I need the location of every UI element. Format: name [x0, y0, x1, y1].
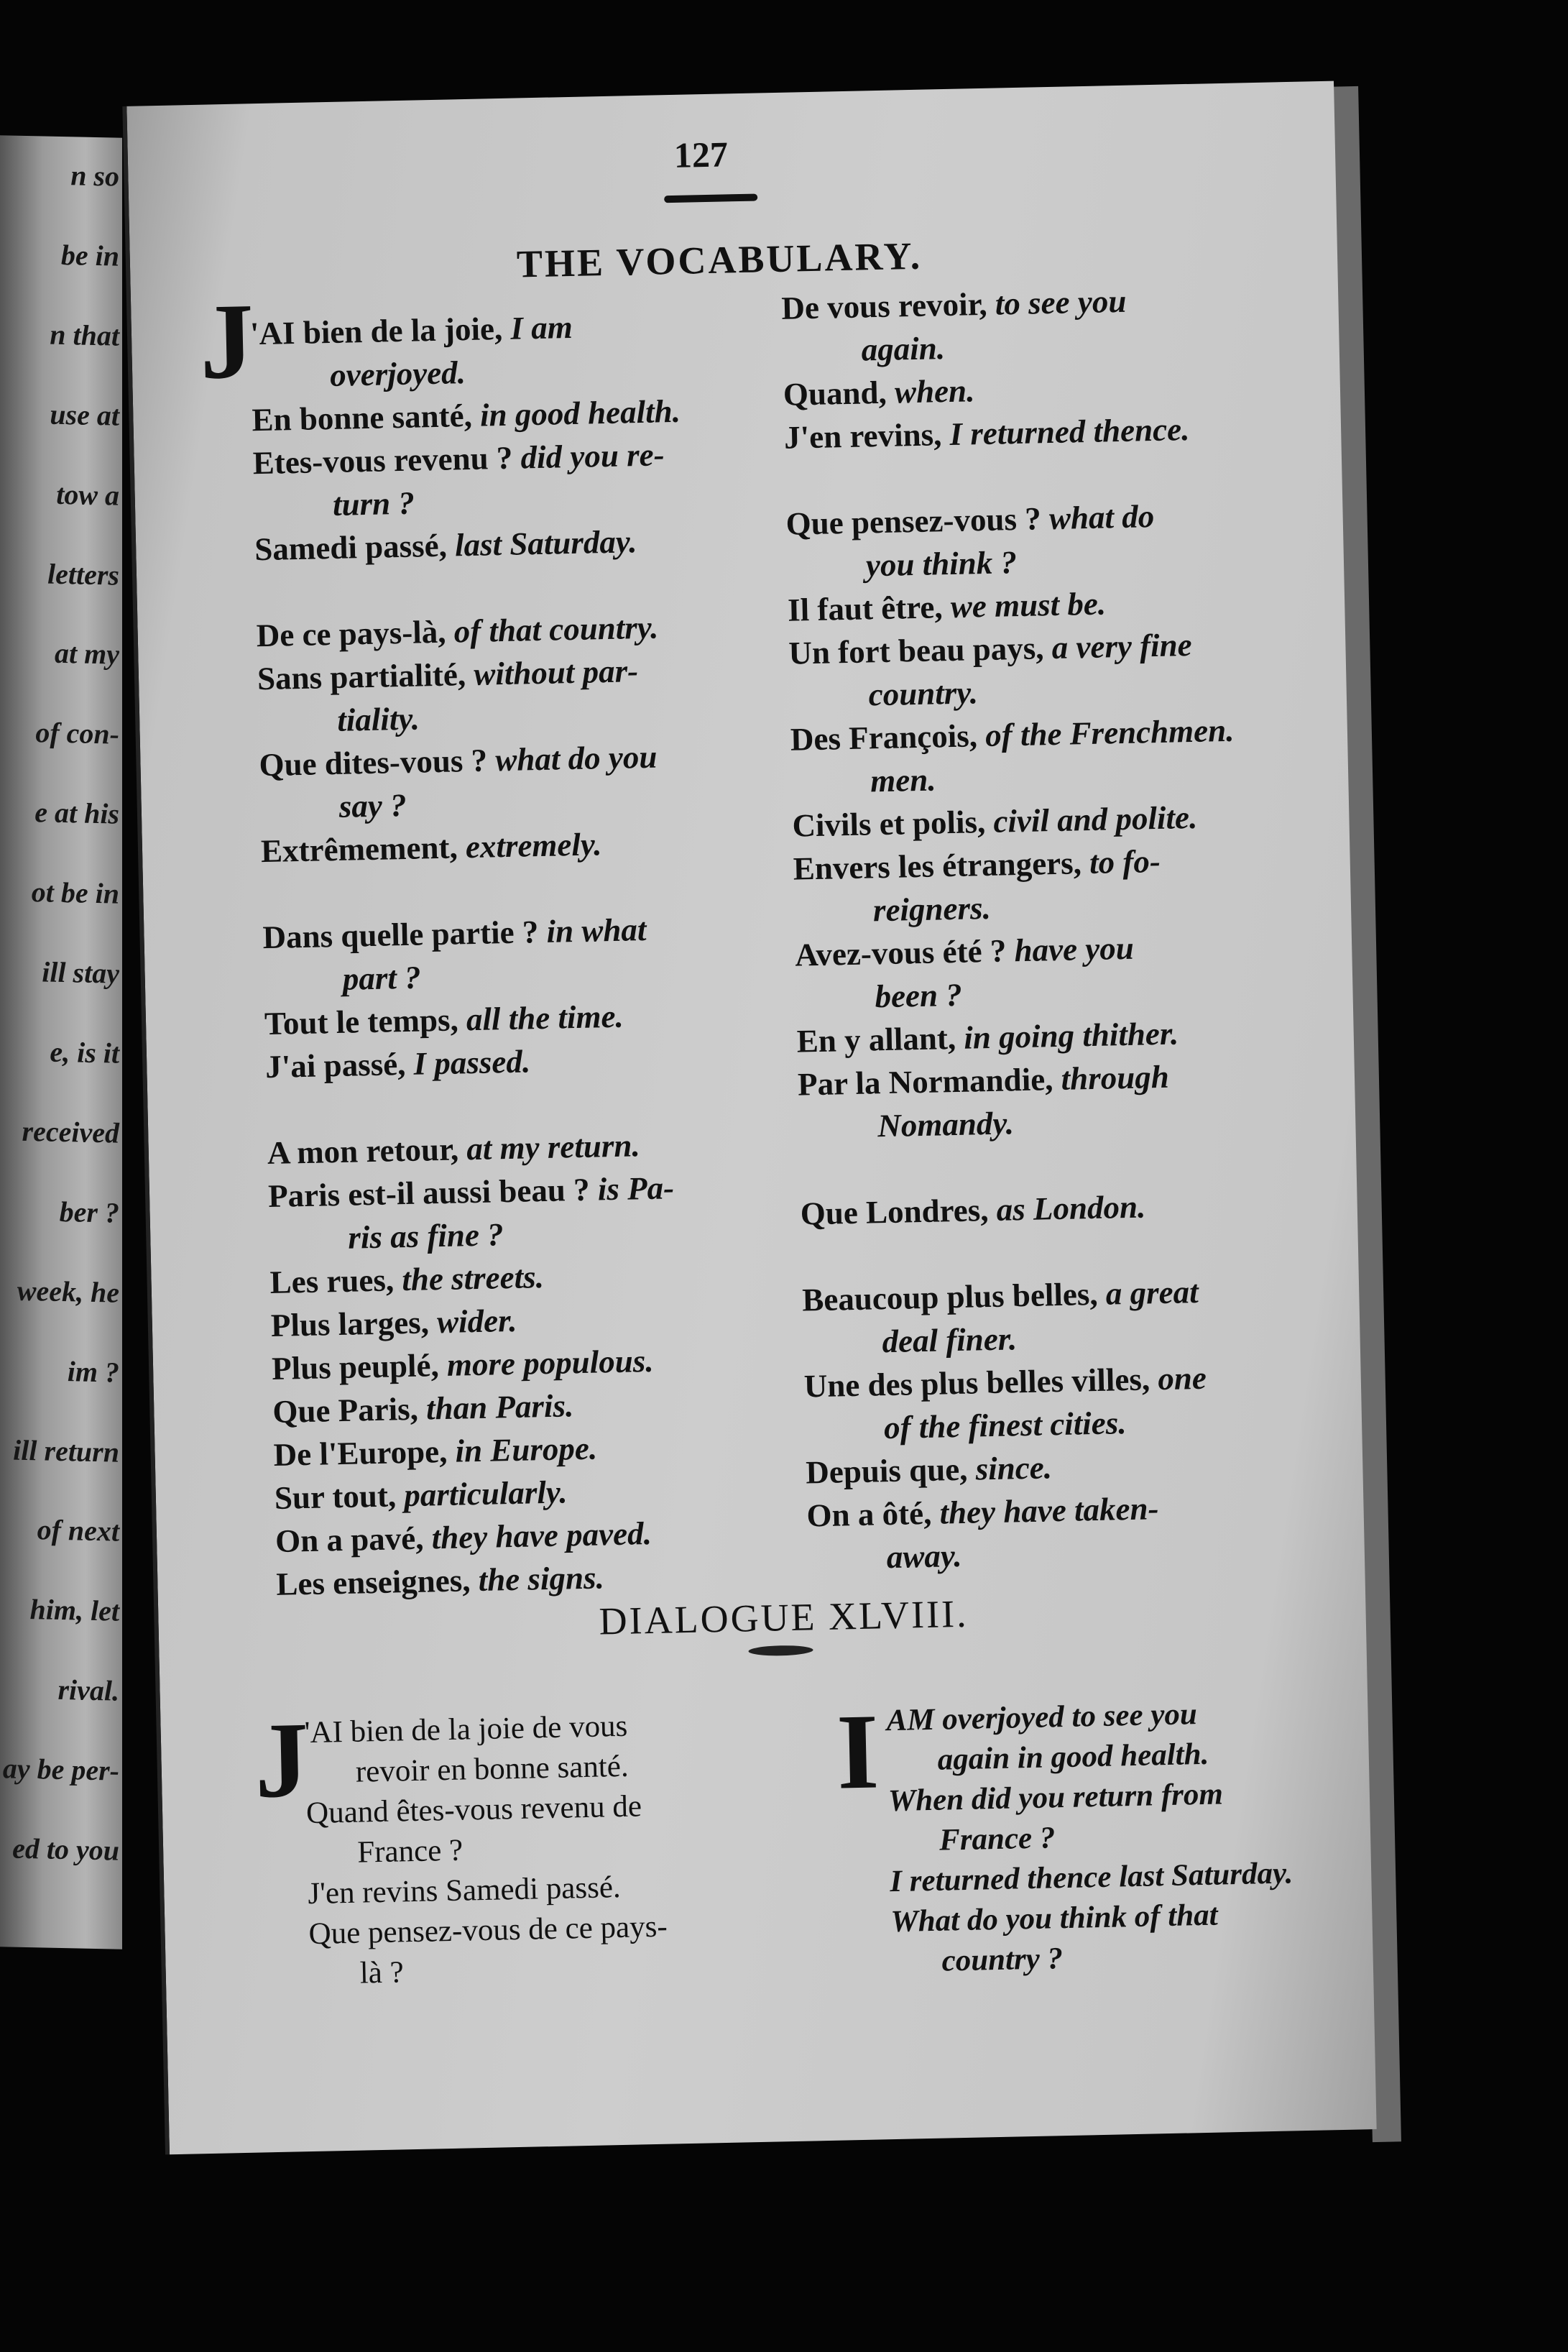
vocab-french: Les rues, [269, 1262, 402, 1301]
dialogue-line: I returned thence last Saturday. [889, 1856, 1293, 1899]
vocab-french: J'ai passé, [264, 1045, 415, 1085]
vocab-english: they have paved. [431, 1515, 652, 1556]
left-page-text-fragment: use at [50, 398, 119, 432]
vocab-english: they have taken- [939, 1490, 1159, 1531]
left-page-text-fragment: be in [60, 238, 119, 272]
left-page-text-fragment: him, let [29, 1593, 119, 1627]
vocab-english: civil and polite. [992, 799, 1198, 840]
vocab-english: wider. [436, 1302, 517, 1341]
vocab-french: De vous revoir, [780, 285, 996, 326]
vocab-left-column [249, 302, 780, 1606]
vocab-french: Samedi passé, [254, 527, 456, 568]
vocab-english: part ? [342, 959, 422, 997]
vocab-english: reigners. [872, 889, 992, 929]
vocab-english: the streets. [401, 1259, 545, 1298]
vocab-french: On a ôté, [806, 1494, 941, 1534]
vocab-english: to fo- [1089, 842, 1161, 881]
vocab-entry [798, 1095, 1317, 1193]
vocab-french: Sur tout, [274, 1477, 405, 1516]
vocab-french: Plus larges, [270, 1304, 438, 1344]
vocab-english: we must be. [950, 585, 1107, 625]
vocab-english: overjoyed. [329, 354, 466, 393]
vocab-french: Beaucoup plus belles, [801, 1275, 1107, 1318]
vocab-french: Extrêmement, [260, 829, 466, 870]
vocab-french: Depuis que, [805, 1451, 977, 1491]
left-page-text-fragment: week, he [17, 1274, 119, 1309]
left-page-text-fragment: e, is it [50, 1035, 119, 1070]
vocab-french: Quand, [783, 374, 895, 413]
vocab-french: J'en revins, [783, 415, 951, 456]
dialogue-line: France ? [939, 1821, 1056, 1857]
vocab-dropcap: J [198, 281, 255, 402]
dialogue-ornament [748, 1645, 813, 1656]
left-page-text-fragment: ot be in [31, 876, 119, 910]
dialogue-title: DIALOGUE XLVIII. [599, 1591, 969, 1643]
vocab-entry [265, 1034, 770, 1131]
dialogue-line: Quand êtes-vous revenu de [305, 1789, 642, 1831]
vocab-french: Des François, [790, 717, 986, 758]
dialogue-line: country ? [941, 1942, 1064, 1978]
vocab-english: a very fine [1051, 626, 1193, 666]
book-page [122, 81, 1376, 2155]
vocab-english: of that country. [453, 609, 659, 650]
vocab-french: De ce pays-là, [256, 613, 455, 654]
dialogue-french-dropcap: J [253, 1700, 310, 1821]
dialogue-line: What do you think of that [890, 1898, 1219, 1939]
vocab-entry [254, 518, 759, 615]
vocab-french: On a pavé, [275, 1520, 433, 1559]
vocab-entry [260, 819, 765, 917]
vocab-english: the signs. [478, 1559, 605, 1599]
dialogue-english-dropcap: I [835, 1691, 880, 1812]
left-page-text-fragment: im ? [67, 1355, 119, 1389]
vocab-english: away. [886, 1537, 962, 1576]
vocab-english: Nomandy. [877, 1105, 1015, 1144]
vocab-english: as London. [996, 1188, 1146, 1228]
left-page-text-fragment: ed to you [12, 1832, 119, 1867]
vocab-english: what do [1048, 498, 1155, 537]
vocab-english: tiality. [336, 700, 420, 738]
dialogue-french-column [304, 1702, 827, 1995]
left-page-text-fragment: letters [47, 557, 119, 592]
vocab-english: ris as fine ? [347, 1216, 504, 1256]
left-page-text-fragment: ill return [13, 1433, 119, 1469]
left-page-fragment [0, 135, 122, 1949]
dialogue-english-column [886, 1691, 1366, 1983]
dialogue-line: là ? [359, 1955, 405, 1990]
vocab-english: when. [894, 372, 975, 410]
vocab-entry [784, 405, 1303, 502]
vocab-french: Une des plus belles villes, [803, 1361, 1158, 1405]
vocab-french: Que dites-vous ? [259, 742, 496, 784]
vocab-english: in going thither. [963, 1015, 1179, 1056]
vocab-french: Sans partialité, [257, 656, 474, 697]
vocab-french: Plus peuplé, [271, 1346, 448, 1387]
vocab-french: Avez-vous été ? [794, 932, 1015, 973]
left-page-text-fragment: received [22, 1114, 119, 1149]
vocab-english: men. [870, 761, 936, 799]
left-page-text-fragment: ber ? [59, 1195, 119, 1229]
vocab-english: last Saturday. [454, 523, 637, 564]
left-page-text-fragment: n so [70, 159, 119, 193]
vocab-english: at my return. [466, 1127, 641, 1167]
vocab-english: what do you [494, 738, 658, 778]
dialogue-line: J'en revins Samedi passé. [307, 1870, 622, 1911]
page-title: THE VOCABULARY. [516, 234, 923, 286]
vocab-french: Etes-vous revenu ? [252, 439, 522, 482]
vocab-english: one [1157, 1359, 1207, 1397]
vocab-english: say ? [338, 786, 407, 824]
vocab-french: Par la Normandie, [797, 1060, 1062, 1103]
vocab-english: through [1061, 1058, 1170, 1097]
left-page-text-fragment: rival. [57, 1673, 119, 1707]
vocab-english: you think ? [865, 544, 1018, 584]
vocab-english: in good health. [479, 392, 681, 433]
page-number: 127 [673, 134, 729, 175]
vocab-english: country. [868, 674, 979, 713]
vocab-french: Que Paris, [272, 1390, 427, 1430]
left-page-text-fragment: e at his [34, 796, 119, 830]
left-page-text-fragment: n that [50, 318, 119, 352]
vocab-english: have you [1013, 929, 1135, 969]
left-page-text-fragment: ill stay [42, 955, 119, 990]
left-page-text-fragment: tow a [56, 477, 119, 512]
vocab-english: extremely. [465, 826, 602, 865]
left-page-text-fragment: at my [55, 636, 119, 671]
vocab-english: since. [975, 1449, 1053, 1487]
vocab-english: I passed. [413, 1043, 531, 1082]
left-page-text-fragment: of next [37, 1513, 119, 1548]
dialogue-line: When did you return from [887, 1777, 1224, 1819]
vocab-english: I returned thence. [949, 410, 1190, 452]
vocab-french: Que Londres, [800, 1191, 997, 1232]
vocab-english: of the finest cities. [883, 1405, 1127, 1446]
vocab-english: than Paris. [425, 1387, 574, 1427]
vocab-english: deal finer. [882, 1320, 1018, 1360]
vocab-english: particularly. [403, 1474, 568, 1514]
vocab-french: Paris est-il aussi beau ? [267, 1171, 599, 1215]
vocab-right-column [781, 276, 1326, 1581]
header-rule [664, 193, 757, 203]
vocab-english: turn ? [332, 484, 415, 523]
vocab-english: is Pa- [597, 1170, 675, 1208]
dialogue-line: AM overjoyed to see you [886, 1697, 1198, 1738]
vocab-french: Envers les étrangers, [793, 845, 1090, 887]
vocab-english: of the Frenchmen. [984, 712, 1235, 754]
vocab-french: 'AI bien de la joie, [249, 310, 511, 352]
vocab-entry [800, 1181, 1319, 1278]
vocab-french: En bonne santé, [251, 397, 481, 438]
vocab-english: in what [546, 911, 647, 950]
vocab-english: again. [861, 330, 946, 368]
dialogue-line: 'AI bien de la joie de vous [304, 1709, 628, 1750]
vocab-french: Un fort beau pays, [788, 630, 1053, 671]
dialogue-line: again in good health. [937, 1737, 1209, 1777]
vocab-english: I am [509, 308, 573, 346]
left-page-text-fragment: ay be per- [2, 1752, 119, 1787]
vocab-french: Les enseignes, [275, 1562, 479, 1602]
vocab-french: Dans quelle partie ? [262, 913, 548, 956]
vocab-french: De l'Europe, [273, 1433, 456, 1473]
vocab-english: been ? [874, 976, 963, 1015]
vocab-english: all the time. [466, 998, 624, 1038]
left-page-text-fragment: of con- [35, 716, 119, 750]
vocab-english: more populous. [446, 1342, 654, 1383]
dialogue-line: Que pensez-vous de ce pays- [308, 1909, 668, 1952]
vocab-english: did you re- [520, 436, 665, 476]
vocab-french: Tout le temps, [264, 1001, 467, 1042]
vocab-english: a great [1105, 1273, 1199, 1312]
vocab-french: Que pensez-vous ? [785, 500, 1050, 542]
vocab-french: A mon retour, [267, 1131, 467, 1172]
dialogue-line: revoir en bonne santé. [355, 1749, 629, 1789]
vocab-french: En y allant, [796, 1019, 964, 1060]
vocab-english: in Europe. [455, 1430, 598, 1469]
vocab-english: without par- [473, 653, 639, 692]
vocab-french: Civils et polis, [791, 803, 994, 844]
vocab-english: to see you [995, 282, 1127, 322]
dialogue-line: France ? [356, 1833, 464, 1870]
vocab-french: Il faut être, [787, 588, 951, 628]
